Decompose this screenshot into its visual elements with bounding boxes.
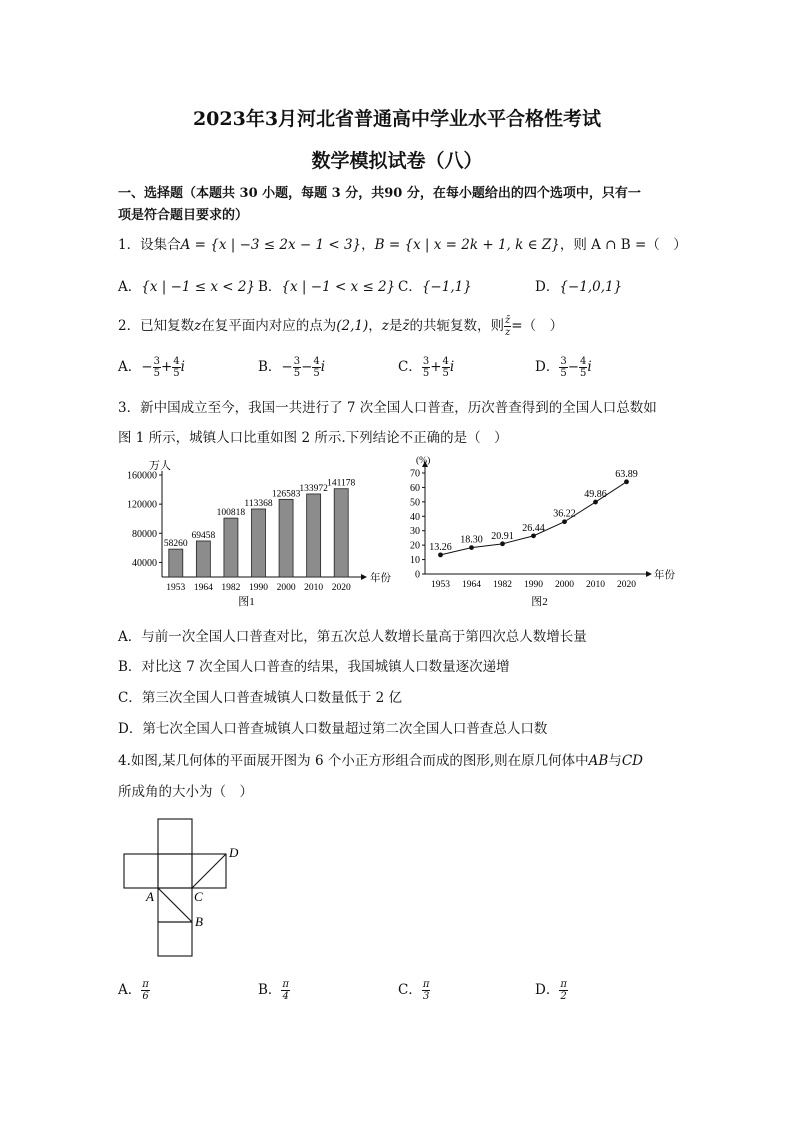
fraction-numerator: 4 bbox=[442, 356, 449, 367]
option-text: {x | −1 ≤ x < 2} bbox=[141, 279, 256, 295]
bar bbox=[196, 541, 210, 577]
y-tick-label: 40 bbox=[410, 511, 420, 523]
fraction-numerator: 3 bbox=[153, 356, 160, 367]
fraction-denominator: 5 bbox=[560, 368, 567, 379]
point-a-label: A bbox=[146, 889, 154, 904]
q1-option-b[interactable] bbox=[258, 275, 395, 295]
y-tick-label: 60 bbox=[410, 482, 420, 494]
net-square-left bbox=[124, 854, 158, 888]
bar bbox=[252, 509, 266, 577]
q2-option-b[interactable] bbox=[258, 355, 325, 379]
bar-data-label: 113368 bbox=[244, 498, 273, 509]
fraction bbox=[153, 356, 161, 379]
q4-option-c[interactable] bbox=[398, 978, 430, 1002]
y-tick-label: 70 bbox=[410, 468, 420, 480]
point-c-label: C bbox=[194, 889, 203, 904]
data-point bbox=[624, 479, 629, 484]
q2-conj: z̄ bbox=[402, 318, 410, 334]
operator: − bbox=[567, 359, 580, 375]
x-tick-label: 2010 bbox=[586, 580, 605, 590]
fraction bbox=[172, 356, 180, 379]
y-tick-label: 10 bbox=[410, 555, 420, 567]
y-axis-label: (%) bbox=[416, 456, 431, 466]
q2-var: z bbox=[194, 318, 202, 334]
x-axis-arrow bbox=[361, 574, 367, 580]
x-tick-label: 2000 bbox=[555, 580, 574, 590]
data-point bbox=[562, 519, 567, 524]
fraction bbox=[559, 356, 567, 379]
cube-net-figure bbox=[115, 810, 255, 960]
fraction bbox=[141, 979, 150, 1002]
x-axis-label: 年份 bbox=[654, 570, 675, 581]
question-4-line1 bbox=[118, 749, 643, 769]
option-text: {−1,1} bbox=[421, 279, 472, 295]
q2-point: (2,1) bbox=[336, 318, 369, 334]
question-3-line1: 3．新中国成立至今，我国一共进行了 7 次全国人口普查，历次普查得到的全国人口总数如 bbox=[118, 400, 657, 416]
data-point bbox=[593, 500, 598, 505]
point-data-label: 49.86 bbox=[584, 489, 607, 501]
x-tick-label: 1964 bbox=[462, 580, 481, 590]
q2-text: =（ ） bbox=[511, 318, 564, 334]
q4-option-a[interactable] bbox=[118, 978, 150, 1002]
q3-option-d[interactable]: D．第七次全国人口普查城镇人口数量超过第二次全国人口普查总人口数 bbox=[118, 721, 548, 737]
option-label: B． bbox=[258, 359, 282, 375]
fraction-numerator: z̄ bbox=[504, 315, 511, 326]
operator: + bbox=[160, 359, 173, 375]
net-square-bottom bbox=[158, 922, 192, 956]
fraction-numerator: 3 bbox=[422, 356, 430, 367]
fraction-denominator: 5 bbox=[422, 368, 430, 379]
question-2 bbox=[118, 314, 563, 338]
point-data-label: 18.30 bbox=[460, 534, 483, 546]
imag-unit: i bbox=[449, 359, 455, 375]
x-tick-label: 1953 bbox=[166, 583, 186, 593]
q3-option-a[interactable]: A．与前一次全国人口普查对比，第五次总人数增长量高于第四次总人数增长量 bbox=[118, 629, 587, 645]
fraction-denominator: 5 bbox=[153, 368, 160, 379]
q1-sep: ， bbox=[361, 237, 375, 253]
fraction-denominator: 2 bbox=[560, 991, 567, 1002]
q3-option-b[interactable]: B．对比这 7 次全国人口普查的结果，我国城镇人口数量逐次递增 bbox=[118, 659, 510, 675]
option-label: A． bbox=[118, 279, 142, 295]
data-point bbox=[500, 541, 505, 546]
q4-text: 4.如图,某几何体的平面展开图为 6 个小正方形组合而成的图形,则在原几何体中 bbox=[118, 753, 589, 769]
bar bbox=[224, 518, 238, 577]
q1-set-a: A = {x | −3 ≤ 2x − 1 < 3} bbox=[180, 237, 362, 253]
x-tick-label: 2000 bbox=[276, 583, 296, 593]
data-point bbox=[531, 533, 536, 538]
data-point bbox=[438, 552, 443, 557]
x-tick-label: 1982 bbox=[493, 580, 512, 590]
y-tick-label: 160000 bbox=[127, 470, 157, 482]
fraction-numerator: π bbox=[282, 979, 289, 990]
option-label: A． bbox=[118, 982, 142, 998]
bar bbox=[334, 489, 348, 577]
q2-text: 2．已知复数 bbox=[118, 318, 195, 334]
fraction-denominator: 5 bbox=[442, 368, 449, 379]
fraction-numerator: 4 bbox=[173, 356, 180, 367]
bar bbox=[307, 494, 321, 577]
fraction-numerator: 3 bbox=[560, 356, 567, 367]
fraction bbox=[422, 979, 431, 1002]
line-chart-figure2 bbox=[398, 455, 680, 610]
x-tick-label: 1990 bbox=[524, 580, 543, 590]
net-square-center bbox=[158, 854, 192, 888]
q1-set-b: B = {x | x = 2k + 1, k ∈ Z} bbox=[374, 237, 560, 253]
y-tick-label: 40000 bbox=[132, 557, 157, 569]
option-label: D． bbox=[535, 982, 560, 998]
option-label: C． bbox=[398, 359, 422, 375]
question-1 bbox=[118, 233, 687, 253]
fraction bbox=[281, 979, 290, 1002]
operator: − bbox=[301, 359, 313, 375]
q2-text: 的共轭复数，则 bbox=[409, 318, 504, 334]
x-tick-label: 1964 bbox=[193, 583, 213, 593]
option-label: B． bbox=[258, 279, 282, 295]
fraction-numerator: 4 bbox=[313, 356, 320, 367]
fraction-denominator: 5 bbox=[293, 368, 301, 379]
segment-ab bbox=[158, 888, 192, 922]
fraction-denominator: 3 bbox=[422, 991, 430, 1002]
q4-segment-ab: AB bbox=[588, 753, 609, 769]
y-tick-label: 80000 bbox=[132, 528, 157, 540]
exam-subtitle: 数学模拟试卷（八） bbox=[311, 150, 483, 172]
q3-option-c[interactable]: C．第三次全国人口普查城镇人口数量低于 2 亿 bbox=[118, 690, 403, 706]
segment-cd bbox=[192, 854, 226, 888]
x-axis-label: 年份 bbox=[370, 573, 391, 584]
fraction-numerator: 4 bbox=[580, 356, 587, 367]
y-tick-label: 50 bbox=[410, 497, 420, 509]
imag-unit: i bbox=[180, 359, 185, 375]
fraction-denominator: 5 bbox=[580, 368, 587, 379]
y-tick-label: 30 bbox=[410, 526, 420, 538]
question-4-line2: 所成角的大小为（ ） bbox=[118, 784, 253, 800]
y-tick-label: 0 bbox=[415, 569, 420, 581]
option-label: B． bbox=[258, 982, 282, 998]
bar-data-label: 58260 bbox=[163, 539, 188, 550]
option-text: {−1,0,1} bbox=[559, 279, 623, 295]
q4-text: 与 bbox=[608, 753, 622, 769]
fraction-numerator: 3 bbox=[293, 356, 301, 367]
point-data-label: 26.44 bbox=[522, 522, 545, 534]
q2-text: 是 bbox=[388, 318, 403, 334]
q2-var: z bbox=[381, 318, 389, 334]
q4-option-d[interactable] bbox=[535, 978, 568, 1002]
q2-text: 在复平面内对应的点为 bbox=[201, 318, 337, 334]
exam-title: 2023年3月河北省普通高中学业水平合格性考试 bbox=[192, 108, 602, 130]
x-axis-arrow bbox=[646, 571, 652, 577]
fraction-denominator: z bbox=[504, 327, 511, 338]
point-data-label: 36.22 bbox=[553, 508, 576, 520]
fraction bbox=[293, 356, 301, 379]
q2-option-c[interactable] bbox=[398, 355, 454, 379]
fraction-denominator: 6 bbox=[142, 991, 149, 1002]
fraction-numerator: π bbox=[422, 979, 430, 990]
bar-data-label: 69458 bbox=[191, 530, 216, 541]
option-label: A． bbox=[118, 359, 142, 375]
section-heading-line1: 一、选择题（本题共 30 小题，每题 3 分，共90 分，在每小题给出的四个选项中，只有一 bbox=[118, 186, 641, 201]
data-point bbox=[469, 545, 474, 550]
fraction-numerator: π bbox=[142, 979, 149, 990]
imag-unit: i bbox=[320, 359, 326, 375]
chart-title: 图1 bbox=[238, 596, 255, 608]
x-tick-label: 2020 bbox=[617, 580, 636, 590]
point-d-label: D bbox=[229, 845, 239, 860]
bar-data-label: 126583 bbox=[271, 489, 301, 500]
bar bbox=[279, 499, 293, 577]
x-tick-label: 2010 bbox=[304, 583, 324, 593]
chart-title: 图2 bbox=[531, 596, 548, 608]
fraction-denominator: 5 bbox=[173, 368, 180, 379]
q1-option-a[interactable] bbox=[118, 275, 255, 295]
x-tick-label: 1953 bbox=[431, 580, 450, 590]
y-axis-label: 万人 bbox=[149, 460, 171, 472]
net-square-top bbox=[158, 819, 192, 854]
option-label: C． bbox=[398, 279, 422, 295]
section-heading-line2: 项是符合题目要求的） bbox=[118, 208, 249, 223]
q1-option-d[interactable] bbox=[535, 275, 622, 295]
operator: + bbox=[430, 359, 442, 375]
fraction-numerator: π bbox=[560, 979, 567, 990]
bar-data-label: 133972 bbox=[299, 483, 328, 494]
sign: − bbox=[281, 359, 293, 375]
point-data-label: 63.89 bbox=[615, 468, 638, 480]
point-b-label: B bbox=[195, 914, 203, 929]
q4-option-b[interactable] bbox=[258, 978, 290, 1002]
q4-segment-cd: CD bbox=[621, 753, 643, 769]
x-tick-label: 2020 bbox=[331, 583, 351, 593]
q2-option-d[interactable] bbox=[535, 355, 592, 379]
option-label: C． bbox=[398, 982, 422, 998]
option-text: {x | −1 < x ≤ 2} bbox=[281, 279, 396, 295]
y-tick-label: 20 bbox=[410, 540, 420, 552]
sign: − bbox=[141, 359, 153, 375]
fraction bbox=[559, 979, 568, 1002]
fraction-denominator: 5 bbox=[313, 368, 320, 379]
fraction bbox=[312, 356, 320, 379]
q2-text: ， bbox=[368, 318, 382, 334]
q1-option-c[interactable] bbox=[398, 275, 472, 295]
bar-data-label: 100818 bbox=[216, 508, 246, 519]
q2-option-a[interactable] bbox=[118, 355, 185, 379]
bar-chart-figure1 bbox=[115, 455, 395, 610]
point-data-label: 20.91 bbox=[491, 530, 514, 542]
fraction-denominator: 4 bbox=[282, 991, 289, 1002]
fraction bbox=[422, 356, 430, 379]
bar-data-label: 141178 bbox=[327, 478, 356, 489]
imag-unit: i bbox=[587, 359, 592, 375]
y-tick-label: 120000 bbox=[127, 499, 157, 511]
option-label: D． bbox=[535, 359, 560, 375]
fraction bbox=[442, 356, 450, 379]
x-tick-label: 1990 bbox=[249, 583, 268, 593]
question-3-line2: 图 1 所示，城镇人口比重如图 2 所示.下列结论不正确的是（ ） bbox=[118, 430, 508, 446]
q1-prefix: 1．设集合 bbox=[118, 237, 181, 253]
point-data-label: 13.26 bbox=[429, 541, 452, 553]
bar bbox=[169, 549, 183, 577]
x-tick-label: 1982 bbox=[221, 583, 241, 593]
q1-suffix: ，则 A ∩ B =（ ） bbox=[559, 237, 687, 253]
option-label: D． bbox=[535, 279, 560, 295]
